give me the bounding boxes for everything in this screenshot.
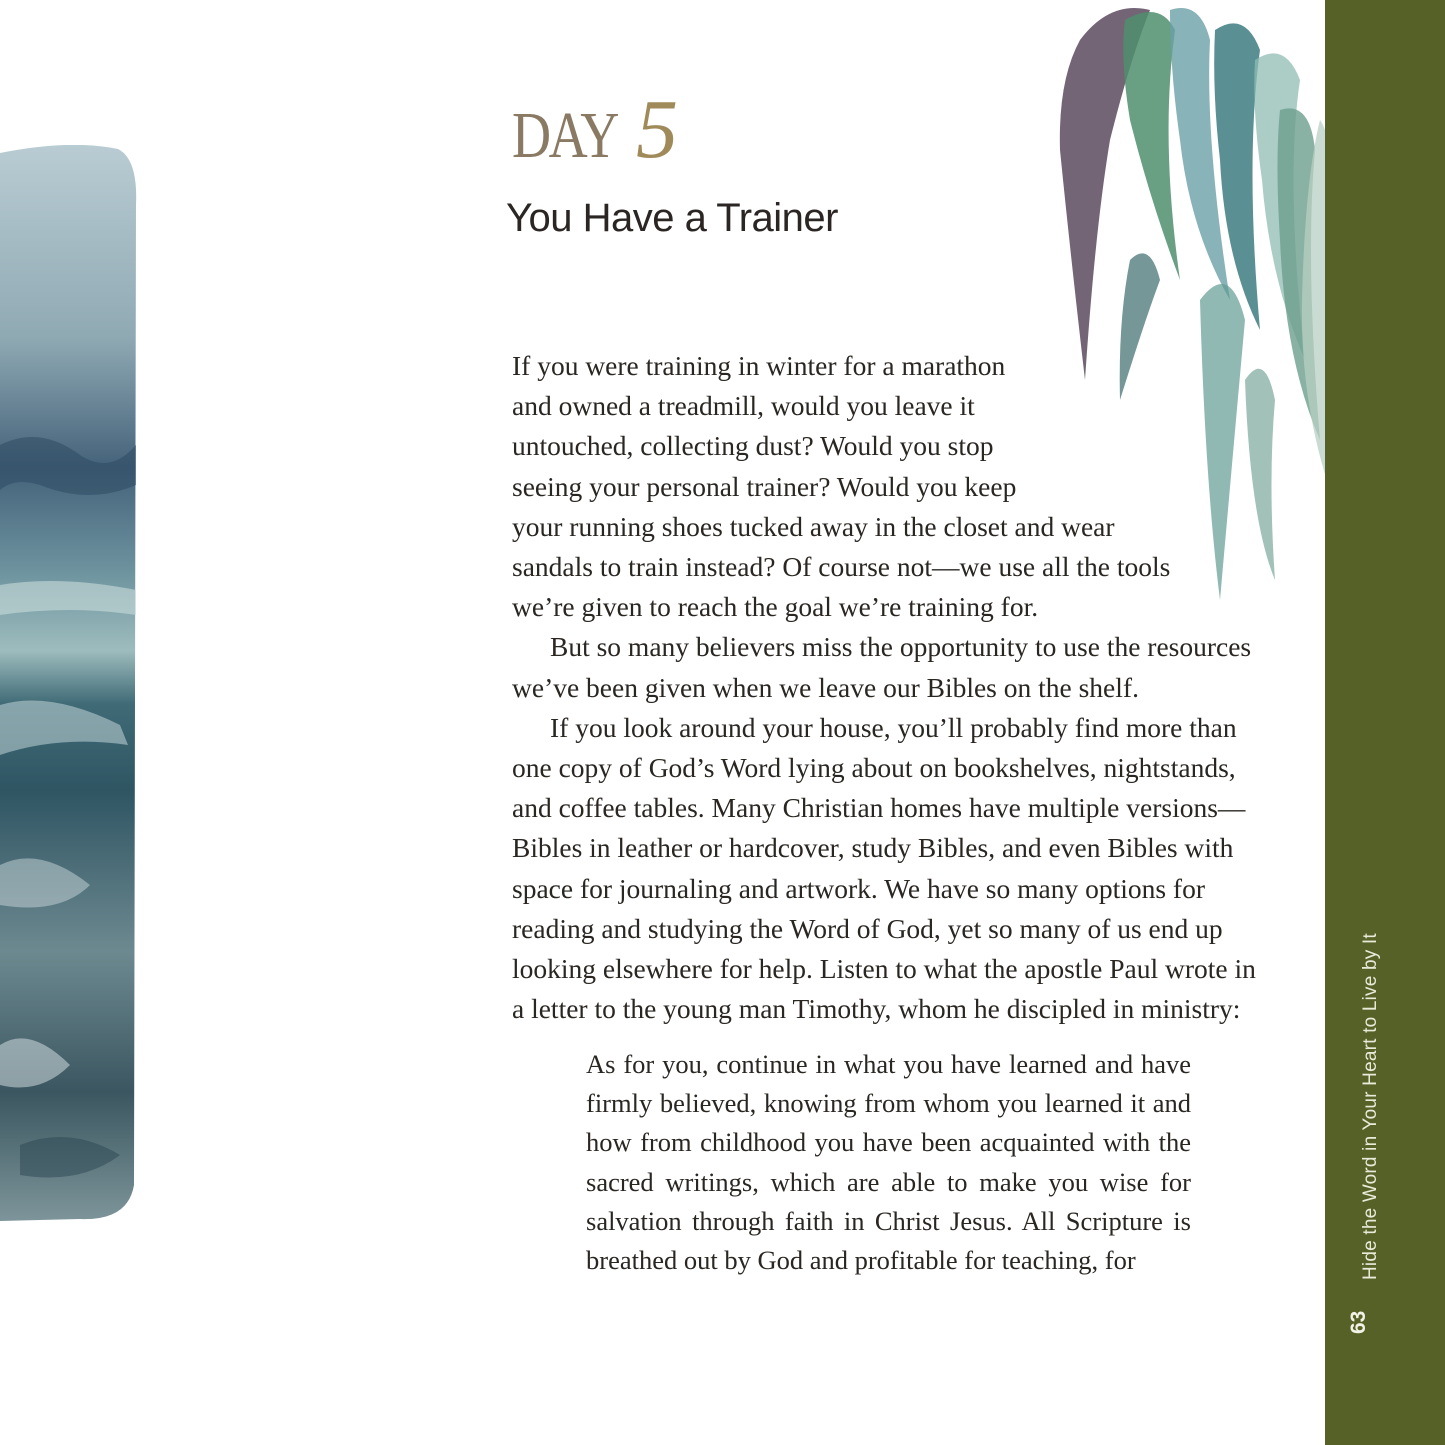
paragraph-1-line: we’re given to reach the goal we’re training for. [512,591,1039,623]
paragraph-3: If you look around your house, you’ll probably find more than one copy of God’s Word lying about on bookshelves, nightstands, and coffee tables. Many Christian homes have multiple versions—Bibles in leather or hardcover, study Bibles, and even Bibles with space for journaling and artwork. We have so many options for reading and studying the Word of God, yet so many of us end up looking elsewhere for help. Listen to what the apostle Paul wrote in a letter to the young man Timothy, whom he discipled in ministry: [512,711,1256,1025]
paragraph-1 [512,346,1172,627]
watercolor-landscape-illustration [0,145,140,1223]
paragraph-1-line: If you were training in winter for a marathon [512,350,1006,381]
body-text [512,346,1272,1029]
day-number: 5 [636,83,678,176]
day-label: DAY [512,99,617,172]
paragraph-2: But so many believers miss the opportunity to use the resources we’ve been given when we leave our Bibles on the shelf. [512,631,1252,703]
paragraph-1-line: sandals to train instead? Of course not—we use all the tools [512,551,1171,583]
paragraph-1-line: your running shoes tucked away in the closet and wear [512,510,1115,542]
chapter-title: You Have a Trainer [506,196,838,240]
paragraph-1-line: untouched, collecting dust? Would you stop [512,430,994,462]
page-number: 63 [1347,1310,1370,1334]
chapter-side-band [1325,0,1445,1445]
day-heading [512,83,678,178]
paragraph-1-line: and owned a treadmill, would you leave it [512,390,975,422]
running-head: Hide the Word in Your Heart to Live by It [1360,933,1381,1280]
paragraph-1-line: seeing your personal trainer? Would you keep [512,470,1017,502]
scripture-quote: As for you, continue in what you have learned and have firmly believed, knowing from whom you learned it and how from childhood you have been acquainted with the sacred writings, which are able to make you wise for salvation through faith in Christ Jesus. All Scripture is breathed out by God and profitable for teaching, for [586,1049,1191,1276]
